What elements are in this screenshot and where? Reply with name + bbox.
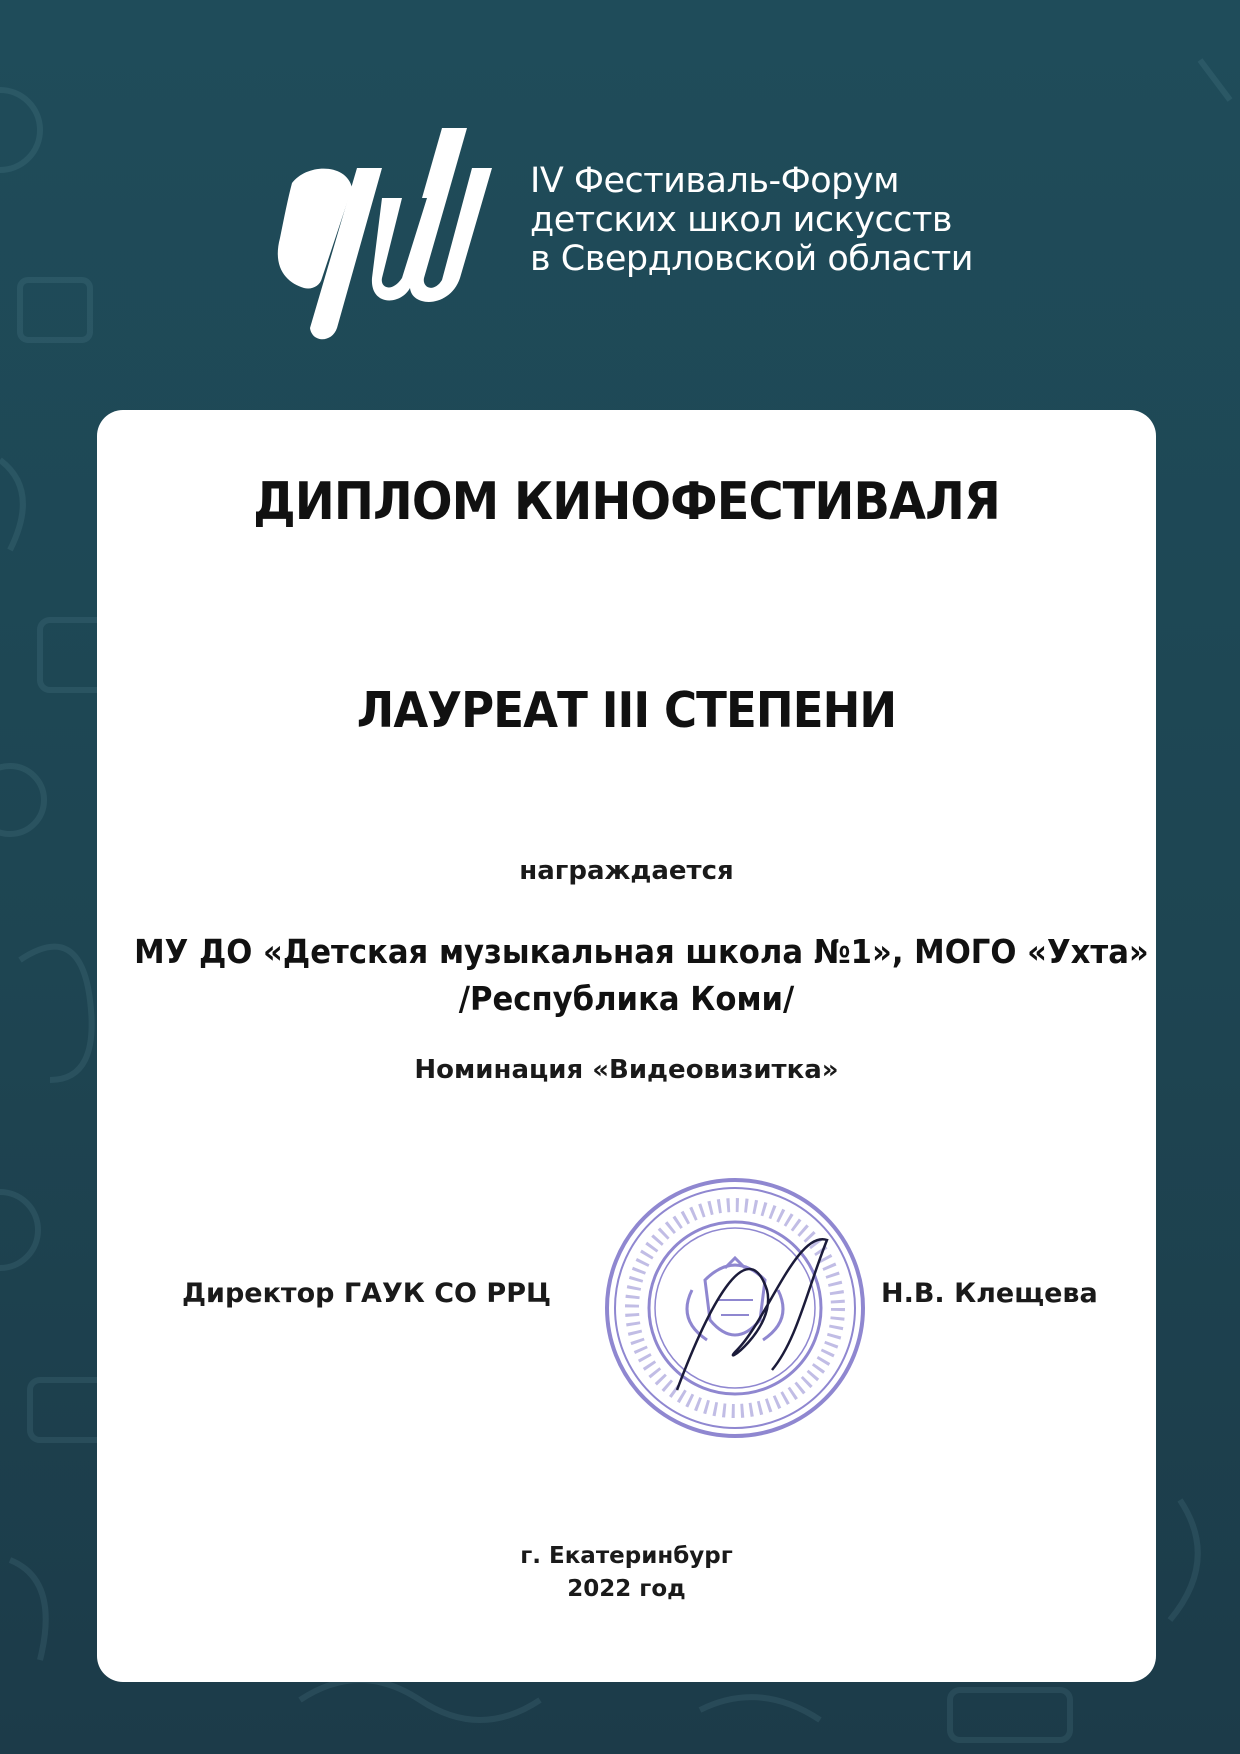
diploma-title: ДИПЛОМ КИНОФЕСТИВАЛЯ [253,472,1000,532]
festival-heading-line-2: детских школ искусств [530,200,953,240]
year: 2022 год [567,1576,686,1602]
festival-heading-line-3: в Свердловской области [530,239,974,279]
recipient-line-2: /Республика Коми/ [458,979,795,1018]
nomination: Номинация «Видеовизитка» [414,1055,839,1085]
recipient-name [134,928,1149,1022]
diploma-card [97,410,1156,1682]
qw-monogram-logo-icon [262,128,512,343]
signer-name: Н.В. Клещева [881,1278,1098,1309]
director-title: Директор ГАУК СО РРЦ [182,1278,552,1309]
festival-heading-line-1: IV Фестиваль-Форум [530,161,900,201]
festival-heading [530,162,973,279]
laureate-degree: ЛАУРЕАТ III СТЕПЕНИ [356,682,897,739]
awarded-label: награждается [519,856,734,886]
city: г. Екатеринбург [520,1543,733,1569]
official-stamp-icon [597,1170,873,1446]
recipient-line-1: МУ ДО «Детская музыкальная школа №1», МОГО «Ухта» [134,932,1149,971]
place-and-date [97,1540,1156,1606]
